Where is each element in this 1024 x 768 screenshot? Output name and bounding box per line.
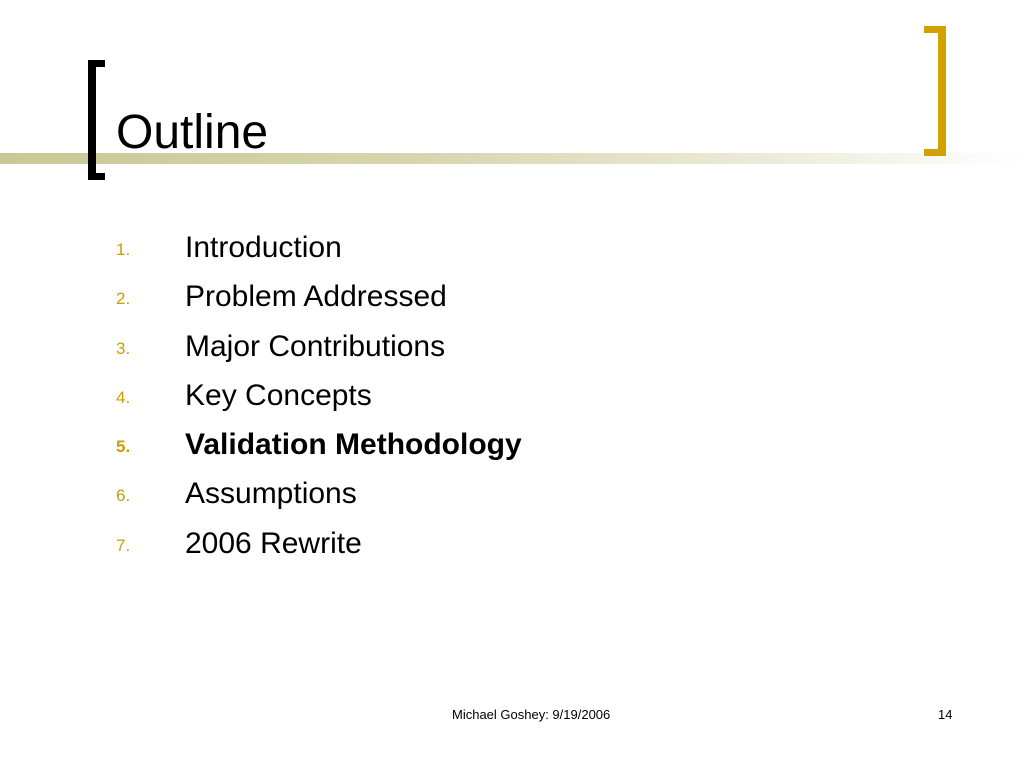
outline-item-label: Introduction xyxy=(185,231,342,264)
outline-item-number: 3. xyxy=(116,338,131,358)
outline-item-validation-methodology xyxy=(0,421,1024,470)
outline-item-major-contributions xyxy=(0,323,1024,372)
outline-item-label: Validation Methodology xyxy=(185,428,522,462)
outline-item-number: 4. xyxy=(116,387,131,407)
outline-item-label: Key Concepts xyxy=(185,378,372,412)
outline-item-number: 1. xyxy=(116,240,131,259)
slide-footer: Michael Goshey: 9/19/2006 xyxy=(452,707,611,722)
outline-item-key-concepts xyxy=(0,372,1024,421)
slide-page-number: 14 xyxy=(938,707,953,722)
outline-item-problem-addressed xyxy=(0,273,1024,322)
left-bracket-decoration xyxy=(88,60,105,180)
outline-item-2006-rewrite xyxy=(0,520,1024,569)
outline-list xyxy=(0,224,1024,569)
slide-title: Outline xyxy=(116,106,269,159)
outline-item-label: Problem Addressed xyxy=(185,280,447,314)
right-bracket-decoration xyxy=(924,26,946,156)
outline-item-number: 7. xyxy=(116,535,131,555)
outline-item-label: Major Contributions xyxy=(185,329,446,363)
outline-item-number: 6. xyxy=(116,486,131,506)
outline-item-number: 5. xyxy=(116,437,131,457)
outline-item-number: 2. xyxy=(116,289,131,309)
outline-item-label: 2006 Rewrite xyxy=(185,526,362,560)
outline-item-assumptions xyxy=(0,470,1024,519)
outline-item-introduction xyxy=(0,224,1024,273)
outline-item-label: Assumptions xyxy=(185,477,357,511)
